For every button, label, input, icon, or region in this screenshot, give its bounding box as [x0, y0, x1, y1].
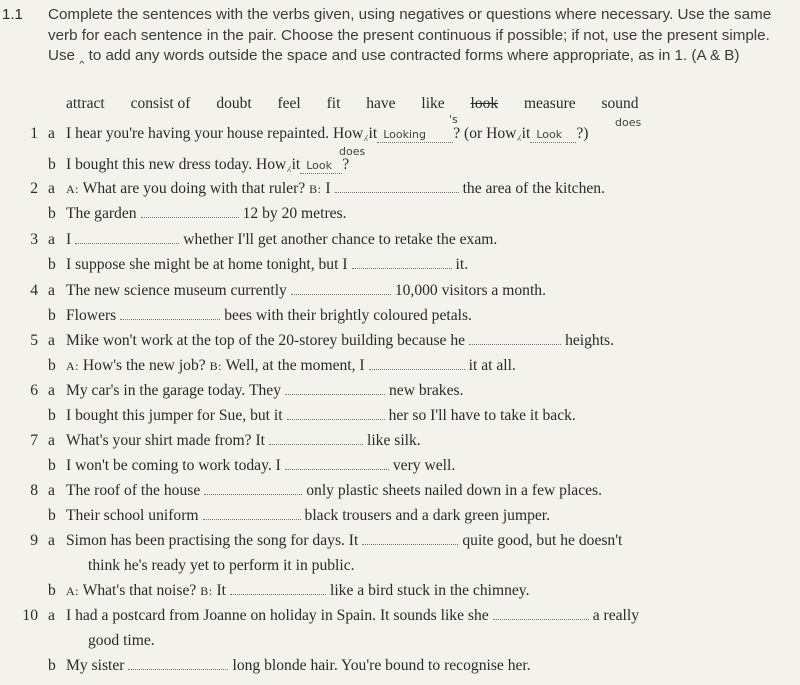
answer-blank[interactable] — [352, 253, 452, 269]
item-number: 10 — [22, 607, 38, 624]
text-part: What are you doing with that ruler? — [82, 180, 306, 197]
item-letter: b — [48, 507, 56, 524]
handwritten-insert-does-2: does — [339, 145, 366, 158]
handwritten-insert-s: 's — [449, 113, 458, 126]
sentence-text — [66, 176, 605, 202]
text-part: bees with their brightly coloured petals. — [224, 307, 472, 324]
item-number: 4 — [30, 282, 38, 299]
item-number: 1 — [30, 125, 38, 142]
sentence-4a — [0, 278, 800, 303]
answer-blank[interactable] — [120, 304, 220, 320]
sentence-5b — [0, 353, 800, 378]
item-letter: a — [48, 607, 55, 624]
exercise-instructions: Complete the sentences with the verbs given, using negatives or questions where necessary. Use the same verb for each sentence in the pair. Choose the present continuous if possible; if not, use the present simple. Use ‸ to add any words outside the space and use contracted forms where appropriate, as in 1. (A & B) — [48, 6, 772, 64]
text-part: like a bird stuck in the chimney. — [329, 582, 530, 599]
text-part: I bought this jumper for Sue, but it — [66, 407, 283, 424]
sentence-10a-continued — [0, 628, 800, 653]
speaker-a: A: — [66, 182, 79, 196]
sentence-2a — [0, 176, 800, 201]
verb-consist-of: consist of — [130, 95, 191, 112]
text-part: ?) — [576, 125, 589, 142]
verb-doubt: doubt — [216, 95, 252, 112]
item-number: 7 — [30, 432, 38, 449]
text-part: I bought this new dress today. How — [66, 156, 287, 173]
text-part: Simon has been practising the song for days. It — [66, 532, 359, 549]
verb-fit: fit — [326, 95, 341, 112]
text-part: a really — [592, 607, 640, 624]
item-letter: a — [48, 332, 55, 349]
answer-blank[interactable]: Look — [300, 159, 342, 174]
sentence-text — [66, 403, 576, 428]
sentence-7b — [0, 453, 800, 478]
item-letter: b — [48, 156, 56, 173]
answer-blank[interactable] — [285, 454, 389, 470]
insert-caret-icon: ⁁ — [364, 127, 368, 142]
text-part: it — [291, 156, 301, 173]
item-letter: a — [48, 482, 55, 499]
answer-blank[interactable]: Looking — [377, 128, 453, 143]
answer-blank[interactable] — [469, 329, 561, 345]
answer-blank[interactable] — [269, 429, 363, 445]
text-part: black trousers and a dark green jumper. — [304, 507, 551, 524]
text-part: I — [325, 180, 331, 197]
sentence-text — [66, 653, 531, 678]
item-letter: a — [48, 125, 55, 142]
item-letter: a — [48, 432, 55, 449]
text-part: it at all. — [468, 357, 516, 374]
speaker-a: A: — [66, 584, 79, 598]
text-part: My sister — [66, 657, 125, 674]
text-part: whether I'll get another chance to retake the exam. — [183, 231, 498, 248]
text-part: Mike won't work at the top of the 20-storey building because he — [66, 332, 466, 349]
text-part: What's your shirt made from? It — [66, 432, 265, 449]
sentence-8b — [0, 503, 800, 528]
text-part: quite good, but he doesn't — [462, 532, 623, 549]
answer-blank[interactable] — [128, 654, 228, 670]
item-letter: b — [48, 205, 56, 222]
speaker-b: B: — [209, 359, 222, 373]
sentence-1a — [0, 121, 800, 146]
text-part: only plastic sheets nailed down in a few places. — [306, 482, 603, 499]
verb-box — [66, 95, 766, 113]
text-part: ? — [342, 156, 350, 173]
insert-caret-icon: ⁁ — [287, 158, 291, 173]
text-part: heights. — [565, 332, 615, 349]
sentence-6b — [0, 403, 800, 428]
item-letter: b — [48, 582, 56, 599]
item-letter: a — [48, 382, 55, 399]
item-letter: b — [48, 407, 56, 424]
item-letter: b — [48, 307, 56, 324]
sentence-text — [66, 503, 550, 528]
text-part: the area of the kitchen. — [462, 180, 606, 197]
text-part: How's the new job? — [82, 357, 206, 374]
sentence-text — [66, 252, 468, 277]
answer-blank[interactable] — [75, 228, 179, 244]
text-part: Their school uniform — [66, 507, 199, 524]
text-part: long blonde hair. You're bound to recognise her. — [232, 657, 531, 674]
text-part: I had a postcard from Joanne on holiday in Spain. It sounds like she — [66, 607, 489, 624]
item-number: 9 — [30, 532, 38, 549]
sentence-9a-continued — [0, 553, 800, 578]
answer-blank[interactable] — [369, 354, 465, 370]
sentence-text — [66, 121, 588, 147]
verb-attract: attract — [66, 95, 105, 112]
item-number: 6 — [30, 382, 38, 399]
sentence-text — [66, 528, 622, 553]
verb-like: like — [421, 95, 445, 112]
verb-measure: measure — [523, 95, 576, 112]
sentence-1b — [0, 152, 800, 177]
sentence-3a — [0, 227, 800, 252]
item-letter: b — [48, 256, 56, 273]
answer-blank[interactable] — [203, 504, 301, 520]
sentence-7a — [0, 428, 800, 453]
text-part: I won't be coming to work today. I — [66, 457, 281, 474]
answer-blank[interactable] — [141, 202, 239, 218]
answer-blank[interactable] — [291, 279, 391, 295]
verb-have: have — [366, 95, 396, 112]
item-letter: b — [48, 357, 56, 374]
sentence-9a — [0, 528, 800, 553]
verb-look-struck: look — [470, 95, 499, 112]
text-part: The roof of the house — [66, 482, 201, 499]
sentence-text — [66, 453, 455, 478]
verb-feel: feel — [277, 95, 301, 112]
sentence-2b — [0, 201, 800, 226]
sentence-text — [66, 603, 639, 628]
text-part: 10,000 visitors a month. — [394, 282, 546, 299]
answer-blank[interactable] — [204, 479, 302, 495]
verb-sound: sound — [601, 95, 639, 112]
text-part: 12 by 20 metres. — [242, 205, 347, 222]
sentence-text — [66, 428, 421, 453]
speaker-b: B: — [200, 584, 213, 598]
sentence-text — [66, 278, 546, 303]
sentence-text — [66, 478, 602, 503]
sentence-text — [66, 227, 497, 252]
item-letter: a — [48, 231, 55, 248]
text-part: Well, at the moment, I — [225, 357, 365, 374]
text-part: The garden — [66, 205, 137, 222]
speaker-a: A: — [66, 359, 79, 373]
sentence-8a — [0, 478, 800, 503]
sentence-text — [66, 303, 472, 328]
sentence-3b — [0, 252, 800, 277]
sentence-text — [66, 378, 463, 403]
text-part: new brakes. — [389, 382, 464, 399]
item-number: 3 — [30, 231, 38, 248]
answer-blank[interactable] — [230, 579, 326, 595]
answer-blank[interactable] — [493, 604, 589, 620]
insert-caret-icon: ⁁ — [517, 127, 521, 142]
sentence-5a — [0, 328, 800, 353]
sentence-10a — [0, 603, 800, 628]
item-letter: a — [48, 180, 55, 197]
text-part: I hear you're having your house repainted. How — [66, 125, 364, 142]
sentence-4b — [0, 303, 800, 328]
text-part: think he's ready yet to perform it in public. — [88, 557, 355, 574]
text-part: I — [66, 231, 72, 248]
text-part: It — [216, 582, 226, 599]
handwritten-insert-does-1: does — [615, 116, 642, 129]
exercise-number: 1.1 — [2, 6, 23, 23]
text-part: it — [521, 125, 531, 142]
text-part: My car's in the garage today. They — [66, 382, 281, 399]
sentence-text — [66, 152, 349, 178]
speaker-b: B: — [309, 182, 322, 196]
item-number: 2 — [30, 180, 38, 197]
answer-blank[interactable] — [362, 529, 458, 545]
sentence-10b — [0, 653, 800, 678]
text-part: The new science museum currently — [66, 282, 287, 299]
text-part: it — [368, 125, 378, 142]
item-letter: b — [48, 457, 56, 474]
text-part: it. — [455, 256, 469, 273]
text-part: ? (or How — [453, 125, 517, 142]
item-number: 8 — [30, 482, 38, 499]
answer-blank[interactable] — [285, 379, 385, 395]
sentence-text — [66, 353, 516, 379]
item-number: 5 — [30, 332, 38, 349]
text-part: Flowers — [66, 307, 117, 324]
text-part: What's that noise? — [82, 582, 197, 599]
item-letter: a — [48, 532, 55, 549]
text-part: her so I'll have to take it back. — [388, 407, 576, 424]
sentence-text — [66, 201, 347, 226]
answer-blank[interactable] — [287, 404, 385, 420]
sentence-text — [66, 328, 614, 353]
text-part: good time. — [88, 632, 155, 649]
text-part: I suppose she might be at home tonight, but I — [66, 256, 348, 273]
sentence-6a — [0, 378, 800, 403]
answer-blank[interactable]: Look — [530, 128, 576, 143]
sentence-9b — [0, 578, 800, 603]
text-part: very well. — [392, 457, 456, 474]
item-letter: b — [48, 657, 56, 674]
item-letter: a — [48, 282, 55, 299]
text-part: like silk. — [366, 432, 421, 449]
answer-blank[interactable] — [335, 177, 459, 193]
sentence-text — [66, 578, 529, 604]
